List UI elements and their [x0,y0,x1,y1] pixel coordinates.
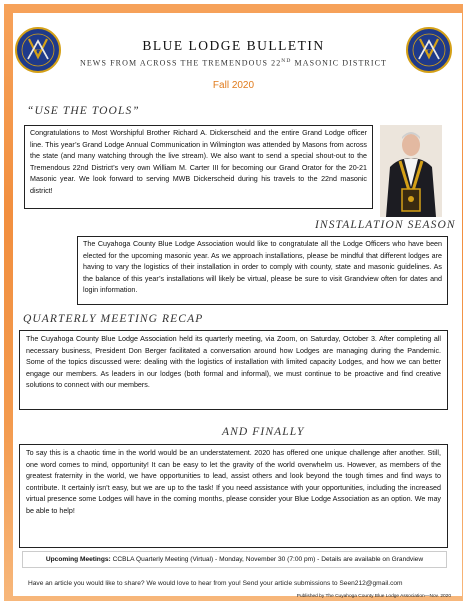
subtitle-superscript: ND [281,58,292,64]
article-installation [77,236,448,305]
section-title-quarterly: QUARTERLY MEETING RECAP [23,313,204,325]
svg-text:G: G [426,48,432,56]
section-title-installation: INSTALLATION SEASON [315,219,456,231]
article-tools-body: Congratulations to Most Worshipful Brother Richard A. Dickerscheid and the entire Grand Lodge officer line. This year’s Grand Lodge Annual Communication in Wilmington was attended by Masons from across the state (and many watching through the live stream). We also want to send a special shout-out to the Tremendous 22nd District’s very own William M. Carter III for becoming our Grand Orator for the 20-21 Masonic year. We look forward to serving MWB Dickerscheid during his travels to the 22nd masonic district! [30,129,367,195]
svg-text:G: G [35,48,41,56]
bulletin-title: BLUE LODGE BULLETIN [142,38,325,53]
subtitle-tail: MASONIC DISTRICT [291,58,388,68]
article-finally-body: To say this is a chaotic time in the world would be an understatement. 2020 has offered one unique challenge after another. Still, one word comes to mind, opportunity! It can be easy to let the gravity of the world overwhelm us. However, as members of the greatest fraternity in the world, we have opportunities to lead, assist others and look beyond the tough times and find ways to contribute. It certainly isn’t easy, but we are up to the task! If you need assistance with your opportunities, including the increased virtual presence some Lodges will have in the coming months, please consider your Blue Lodge Association as an option. We may be able to help! [26,449,441,515]
upcoming-label: Upcoming Meetings: [45,556,111,563]
grand-master-photo [380,125,442,217]
article-quarterly [19,330,448,410]
section-title-tools: “USE THE TOOLS” [27,105,140,117]
upcoming-text: CCBLA Quarterly Meeting (Virtual) - Monday, November 30 (7:00 pm) - Details are available on Grandview [110,556,424,563]
issue-label: Fall 2020 [212,80,255,91]
article-quarterly-body: The Cuyahoga County Blue Lodge Association held its quarterly meeting, via Zoom, on Saturday, October 3. After completing all necessary business, President Don Berger facilitated a conversation around how Lodges are managing during the Pandemic. Some of the topics discussed were: dealing with the logistics of installation with limited capacity Lodges, and how we can better engage our members. As leaders in our lodges (both formal and informal), we must continue to be proactive and find creative solutions to connect with our members. [26,335,441,390]
bulletin-subtitle [0,58,467,68]
footer [0,593,467,603]
portrait-image-icon [380,125,442,217]
article-tools [24,125,373,209]
upcoming-meetings-bar [22,551,447,568]
article-finally [19,444,448,548]
submission-note: Have an article you would like to share? We would love to hear from you! Send your article submissions to Seen212@gmail.com [28,580,403,587]
subtitle-main: NEWS FROM ACROSS THE TREMENDOUS 22 [79,58,282,68]
publisher-credit: Published by The Cuyahoga County Blue Lodge Association—Nov. 2020 [296,594,451,599]
article-installation-body: The Cuyahoga County Blue Lodge Association would like to congratulate all the Lodge Officers who have been elected for the upcoming masonic year. As we approach installations, please be mindful that different lodges are having to vary the logistics of their installation in order to comply with county, state and masonic guidelines. As the balance of this year’s installations will likely be virtual, please be sure to visit Grandview often for dates and login information. [83,240,442,295]
section-title-finally: AND FINALLY [222,426,305,438]
